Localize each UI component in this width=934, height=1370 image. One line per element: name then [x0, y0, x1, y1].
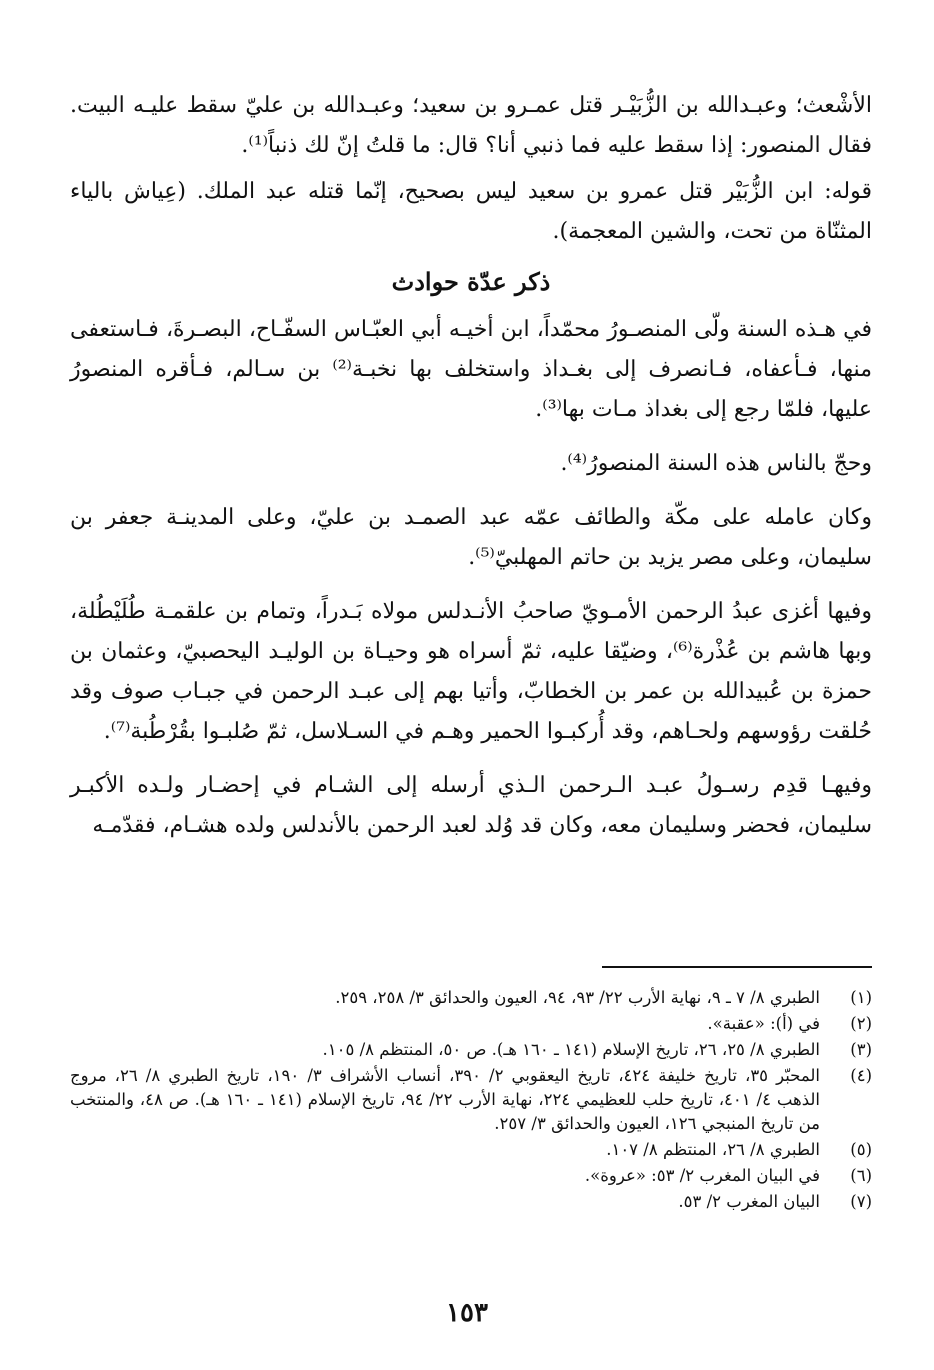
paragraph-governors: وكان عامله على مكّة والطائف عمّه عبد الصمـد بن عليّ، وعلى المدينـة جعفر بن سليمان، وعلى مصر يزيد بن حاتم المهلبيّ⁽⁵⁾.	[70, 505, 872, 570]
footnote-number: (٥)	[850, 1140, 872, 1159]
footnote-5	[70, 1138, 872, 1162]
paragraph-hajj: وحجّ بالناس هذه السنة المنصورُ⁽⁴⁾.	[560, 451, 872, 476]
footnote-text: البيان المغرب ٢/ ٥٣.	[678, 1192, 820, 1211]
book-page	[70, 86, 872, 1330]
footnote-number: (١)	[850, 988, 872, 1007]
footnote-text: في (أ): «عقبة».	[707, 1014, 820, 1033]
paragraph-intro: الأشْعث؛ وعبـدالله بن الزُّبَيْـر قتل عمـرو بن سعيد؛ وعبـدالله بن عليّ سقط عليـه البيت. فقال المنصور: إذا سقط عليه فما ذنبي أنا؟ قال: ما قلتُ إنّ لك ذنباً⁽¹⁾.	[70, 93, 872, 158]
paragraph-commentary: قوله: ابن الزُّبَيْر قتل عمرو بن سعيد ليس بصحيح، إنّما قتله عبد الملك. (عِياش بالياء المثنّاة من تحت، والشين المعجمة).	[70, 179, 872, 244]
footnote-7	[70, 1190, 872, 1214]
footnote-text: الطبري ٨/ ٢٦، المنتظم ٨/ ١٠٧.	[606, 1140, 820, 1159]
footnote-number: (٦)	[850, 1166, 872, 1185]
footnote-text: في البيان المغرب ٢/ ٥٣: «عروة».	[584, 1166, 820, 1185]
footnote-divider	[602, 966, 872, 968]
footnote-number: (٧)	[850, 1192, 872, 1211]
footnote-6	[70, 1164, 872, 1188]
footnotes	[70, 986, 872, 1216]
footnote-3	[70, 1038, 872, 1062]
footnote-text: الطبري ٨/ ٢٥، ٢٦، تاريخ الإسلام (١٤١ ـ ١٦٠ هـ). ص ٥٠، المنتظم ٨/ ١٠٥.	[322, 1040, 820, 1059]
section-heading: ذكر عدّة حوادث	[391, 267, 551, 296]
paragraph-messenger: وفيهـا قدِم رسـولُ عبـد الـرحمن الـذي أرسله إلى الشـام في إحضـار ولـده الأكبـر سليمان، فحضر وسليمان معه، وكان قد وُلد لعبد الرحمن بالأندلس ولده هشـام، فقدّمـه	[70, 773, 872, 838]
footnote-number: (٣)	[850, 1040, 872, 1059]
page-number: ١٥٣	[446, 1298, 488, 1328]
footnote-4	[70, 1064, 872, 1136]
footnote-text: الطبري ٨/ ٧ ـ ٩، نهاية الأرب ٢٢/ ٩٣، ٩٤، العيون والحدائق ٣/ ٢٥٨، ٢٥٩.	[335, 988, 820, 1007]
paragraph-andalus-campaign: وفيها أغزى عبدُ الرحمن الأمـويّ صاحبُ الأنـدلس مولاه بَـدراً، وتمام بن علقمـة طُلَيْطُلة، وبها هاشم بن عُذْرة⁽⁶⁾، وضيّقا عليه، ثمّ أسراه هو وحيـاة بن الوليـد اليحصبيّ، وعثمان بن حمزة بن عُبيدالله بن عمر بن الخطابّ، وأتيا بهم إلى عبـد الرحمن في جبـاب صوف وقد حُلقت رؤوسهم ولحـاهم، وقد أُركبـوا الحمير وهـم في السـلاسل، ثمّ صُلبـوا بقُرْطُبة⁽⁷⁾.	[70, 599, 872, 744]
footnote-number: (٤)	[850, 1066, 872, 1085]
footnote-2	[70, 1012, 872, 1036]
footnote-number: (٢)	[850, 1014, 872, 1033]
paragraph-basra: في هـذه السنة ولّى المنصـورُ محمّداً، ابن أخيـه أبي العبّـاس السفّـاح، البصـرةَ، فـاستعفى منها، فـأعفاه، فـانصرف إلى بغـداذ واستخلف بها نخبـة⁽²⁾ بن سـالم، فـأقره المنصورُ عليها، فلمّا رجع إلى بغداذ مـات بها⁽³⁾.	[70, 317, 872, 422]
footnote-text: المحبّر ٣٥، تاريخ خليفة ٤٢٤، تاريخ اليعقوبي ٢/ ٣٩٠، أنساب الأشراف ٣/ ١٩٠، تاريخ الطبري ٨/ ٢٦، مروج الذهب ٤/ ٤٠١، تاريخ حلب للعظيمي ٢٢٤، نهاية الأرب ٢٢/ ٩٤، تاريخ الإسلام (١٤١ ـ ١٦٠ هـ). ص ٤٨، والمنتخب من تاريخ المنبجي ١٢٦، العيون والحدائق ٣/ ٢٥٧.	[70, 1066, 821, 1133]
footnote-1	[70, 986, 872, 1010]
